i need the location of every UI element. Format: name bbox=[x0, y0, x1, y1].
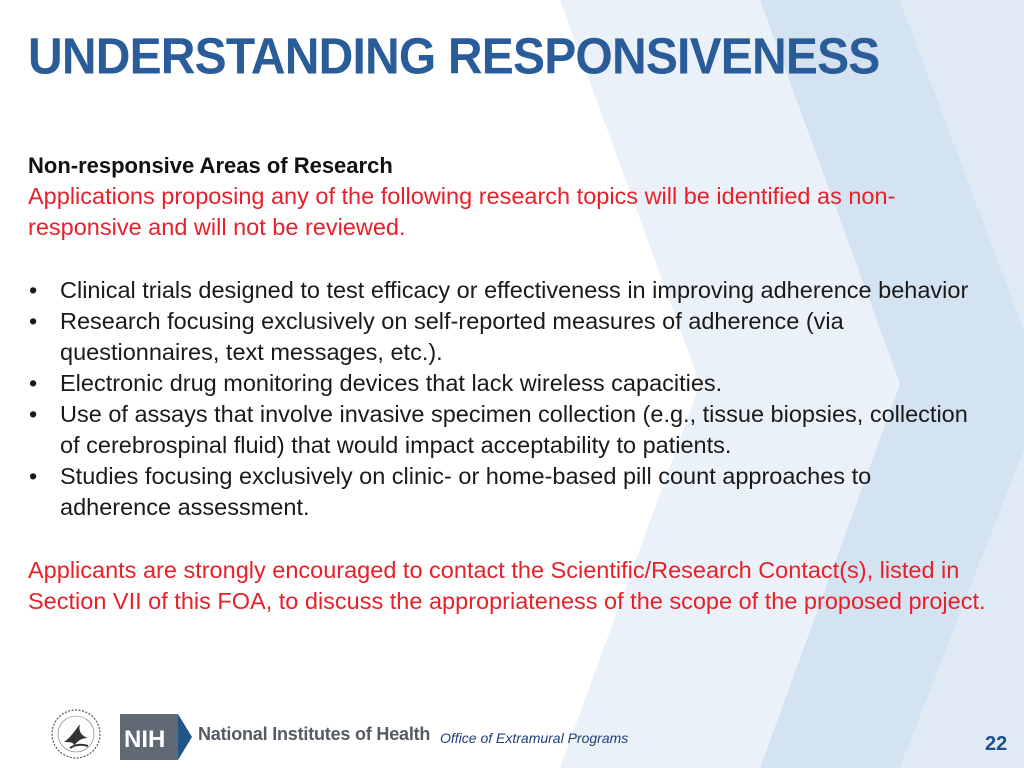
bullet-item: • Research focusing exclusively on self-reported measures of adherence (via questionnaires, text messages, etc.). bbox=[28, 306, 988, 368]
slide-title: UNDERSTANDING RESPONSIVENESS bbox=[28, 29, 880, 86]
bullet-item: • Electronic drug monitoring devices that lack wireless capacities. bbox=[28, 368, 988, 399]
hhs-eagle-logo-icon bbox=[50, 708, 102, 760]
office-name: Office of Extramural Programs bbox=[440, 730, 629, 746]
intro-text: Applications proposing any of the following research topics will be identified as non-responsive and will not be reviewed. bbox=[28, 183, 896, 240]
closing-text: Applicants are strongly encouraged to contact the Scientific/Research Contact(s), listed in Section VII of this FOA, to discuss the appropriateness of the scope of the proposed project. bbox=[28, 557, 986, 614]
page-number: 22 bbox=[985, 733, 1008, 755]
bullet-item: • Studies focusing exclusively on clinic- or home-based pill count approaches to adherence assessment. bbox=[28, 461, 988, 523]
bullet-item: • Use of assays that involve invasive specimen collection (e.g., tissue biopsies, collection of cerebrospinal fluid) that would impact acceptability to patients. bbox=[28, 399, 988, 461]
section-heading: Non-responsive Areas of Research bbox=[28, 153, 393, 178]
nih-logo-text: NIH bbox=[124, 726, 166, 753]
bullet-item: • Clinical trials designed to test efficacy or effectiveness in improving adherence behavior bbox=[28, 275, 988, 306]
bullet-list bbox=[28, 275, 988, 523]
nih-logo-icon bbox=[120, 714, 192, 760]
slide-content bbox=[28, 150, 988, 617]
nih-name: National Institutes of Health bbox=[198, 724, 431, 744]
